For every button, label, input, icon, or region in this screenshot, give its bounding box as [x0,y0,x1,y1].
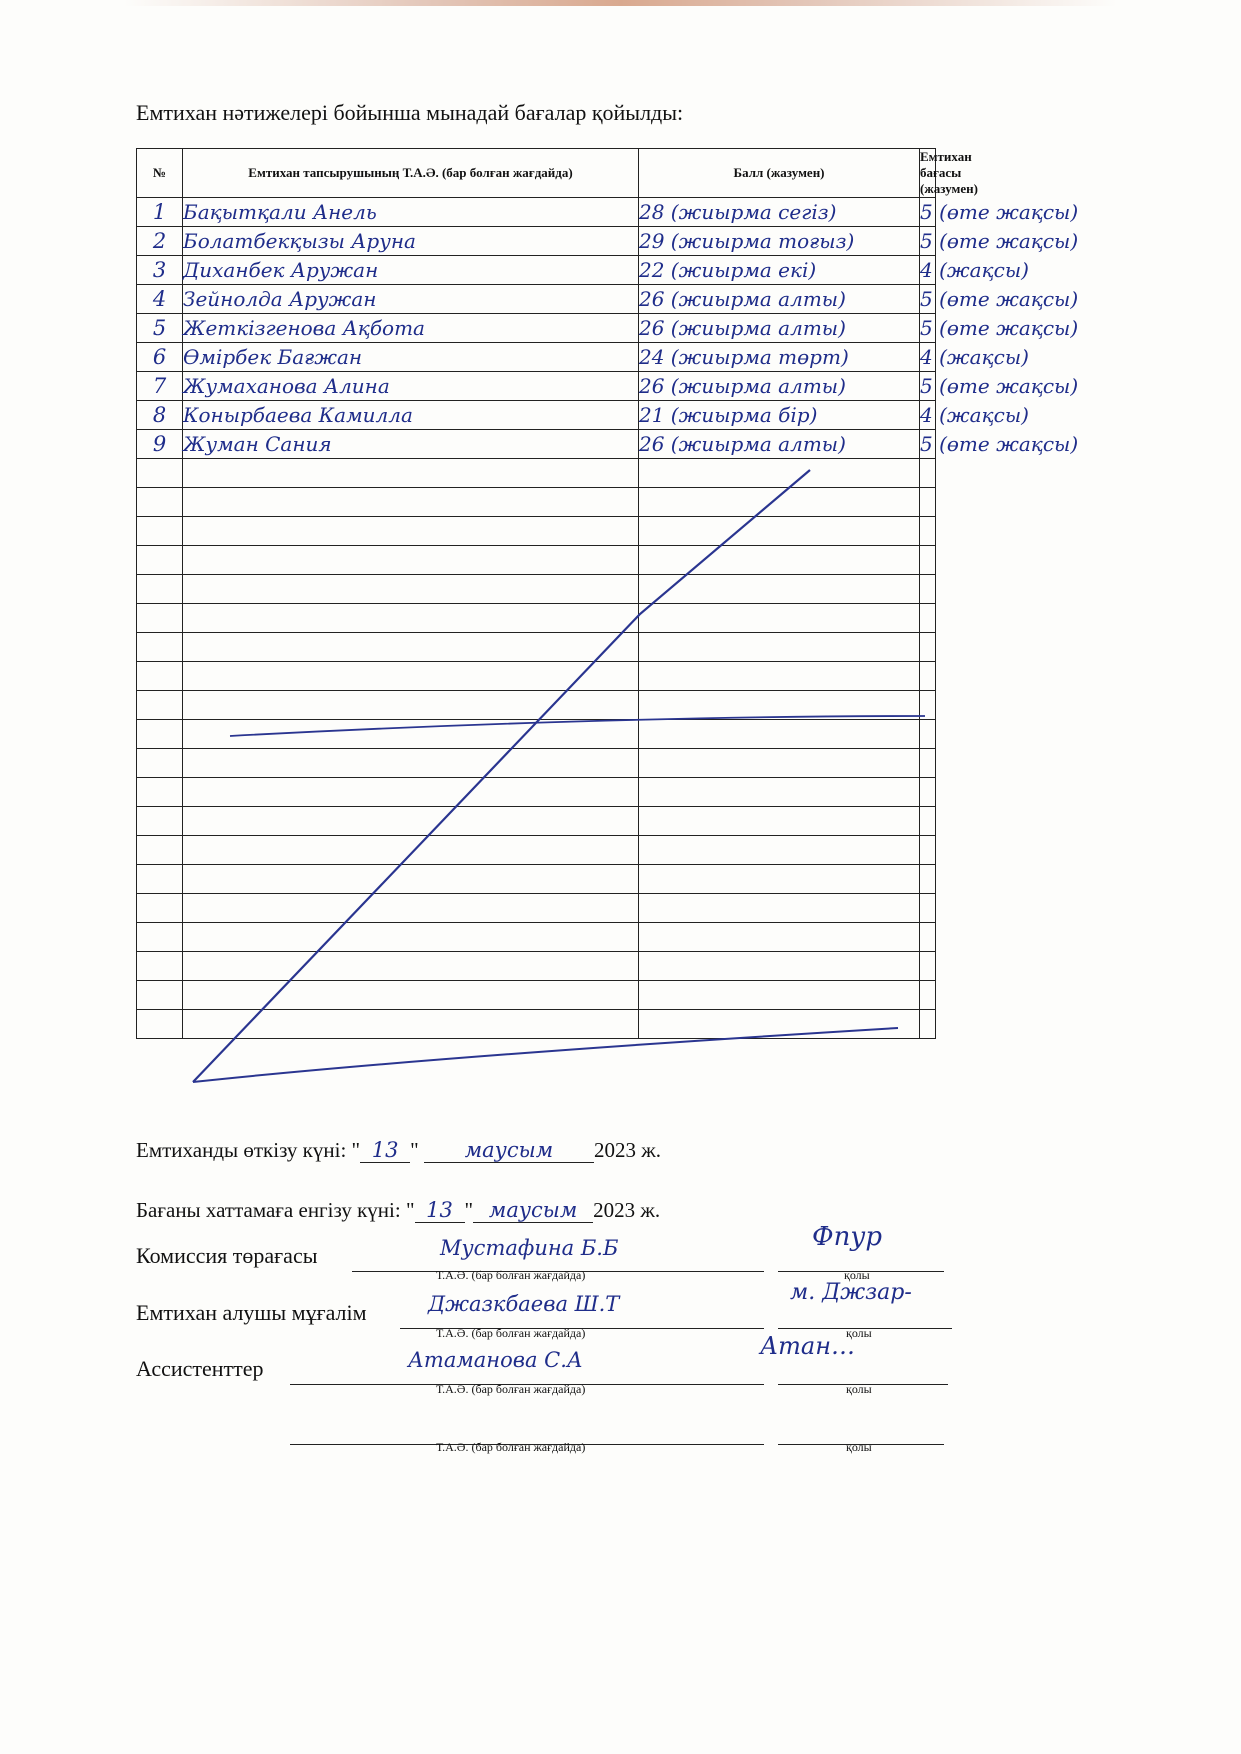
empty-cell [639,981,920,1010]
empty-cell [920,894,936,923]
grade-in-words: 4 (жақсы) [920,343,936,372]
empty-cell [639,923,920,952]
empty-cell [639,546,920,575]
student-name: Өмірбек Бағжан [183,343,639,372]
score-in-words: 21 (жиырма бір) [639,401,920,430]
empty-table-row [137,575,936,604]
grade-in-words: 4 (жақсы) [920,256,936,285]
empty-table-row [137,894,936,923]
empty-cell [137,720,183,749]
table-row [137,343,936,372]
empty-cell [183,575,639,604]
empty-cell [920,749,936,778]
row-number: 9 [137,430,183,459]
row-number: 3 [137,256,183,285]
score-in-words: 22 (жиырма екі) [639,256,920,285]
empty-cell [183,488,639,517]
empty-cell [183,662,639,691]
protocol-date-line [136,1198,660,1223]
extra-name-caption: Т.А.Ә. (бар болған жағдайда) [436,1440,586,1454]
chair-name: Мустафина Б.Б [440,1236,619,1260]
table-row [137,401,936,430]
grade-in-words: 4 (жақсы) [920,401,936,430]
teacher-sign-field [778,1302,952,1329]
empty-table-row [137,981,936,1010]
empty-cell [639,517,920,546]
empty-cell [137,633,183,662]
row-number: 4 [137,285,183,314]
empty-cell [639,778,920,807]
empty-table-row [137,749,936,778]
empty-cell [920,517,936,546]
empty-cell [920,662,936,691]
empty-cell [183,923,639,952]
empty-cell [920,778,936,807]
empty-cell [137,459,183,488]
empty-cell [639,604,920,633]
empty-cell [639,836,920,865]
score-in-words: 26 (жиырма алты) [639,372,920,401]
empty-cell [920,952,936,981]
empty-cell [137,807,183,836]
empty-cell [183,807,639,836]
exam-date-line [136,1138,661,1163]
empty-cell [183,720,639,749]
empty-cell [137,981,183,1010]
empty-table-row [137,923,936,952]
empty-cell [183,633,639,662]
student-name: Жумаханова Алина [183,372,639,401]
empty-cell [920,865,936,894]
empty-cell [920,1010,936,1039]
teacher-name: Джазкбаева Ш.Т [428,1292,620,1316]
score-in-words: 24 (жиырма төрт) [639,343,920,372]
empty-cell [137,749,183,778]
header-grade: Емтихан бағасы (жазумен) [920,149,978,196]
student-name: Болатбекқызы Аруна [183,227,639,256]
empty-cell [639,720,920,749]
row-number: 1 [137,198,183,227]
empty-cell [183,546,639,575]
score-in-words: 28 (жиырма сегіз) [639,198,920,227]
page-heading: Емтихан нәтижелері бойынша мынадай бағалар қойылды: [136,100,684,125]
score-in-words: 26 (жиырма алты) [639,314,920,343]
assistants-role: Ассистенттер [136,1356,264,1381]
header-name: Емтихан тапсырушының Т.А.Ә. (бар болған жағдайда) [183,149,639,198]
student-name: Жеткізгенова Ақбота [183,314,639,343]
empty-table-row [137,952,936,981]
exam-date-quote: " [410,1138,419,1162]
empty-cell [639,952,920,981]
empty-cell [137,836,183,865]
empty-table-row [137,691,936,720]
empty-cell [137,575,183,604]
empty-cell [920,546,936,575]
chair-signature: Фпур [812,1222,883,1252]
empty-cell [137,604,183,633]
empty-cell [183,1010,639,1039]
assistants-sign-caption: қолы [846,1382,872,1396]
empty-cell [183,604,639,633]
protocol-date-year: 2023 ж. [593,1198,661,1222]
results-table [136,148,1079,1039]
empty-cell [639,749,920,778]
empty-table-row [137,633,936,662]
empty-cell [137,662,183,691]
row-number: 2 [137,227,183,256]
empty-table-row [137,836,936,865]
top-edge-stain [0,0,1241,6]
teacher-name-caption: Т.А.Ә. (бар болған жағдайда) [436,1326,586,1340]
empty-cell [183,865,639,894]
empty-cell [920,604,936,633]
empty-cell [183,952,639,981]
score-in-words: 29 (жиырма тоғыз) [639,227,920,256]
empty-cell [639,1010,920,1039]
table-header-row [137,149,936,198]
empty-cell [639,662,920,691]
empty-cell [183,836,639,865]
empty-cell [639,691,920,720]
header-number: № [137,149,183,198]
empty-cell [920,575,936,604]
empty-cell [137,923,183,952]
empty-cell [183,459,639,488]
table-row [137,198,936,227]
table-row [137,372,936,401]
empty-cell [920,459,936,488]
extra-sign-caption: қолы [846,1440,872,1454]
student-name: Диханбек Аружан [183,256,639,285]
student-name: Зейнолда Аружан [183,285,639,314]
empty-cell [639,633,920,662]
empty-cell [183,691,639,720]
empty-cell [920,807,936,836]
chair-sign-caption: қолы [844,1268,870,1282]
row-number: 8 [137,401,183,430]
empty-cell [137,865,183,894]
empty-table-row [137,720,936,749]
grade-in-words: 5 (өте жақсы) [920,227,936,256]
empty-table-row [137,865,936,894]
empty-cell [183,981,639,1010]
score-in-words: 26 (жиырма алты) [639,430,920,459]
assistants-name-caption: Т.А.Ә. (бар болған жағдайда) [436,1382,586,1396]
empty-table-row [137,662,936,691]
exam-date-day: 13 [360,1138,410,1163]
empty-cell [639,459,920,488]
empty-cell [137,517,183,546]
empty-cell [183,749,639,778]
grade-in-words: 5 (өте жақсы) [920,430,936,459]
empty-cell [639,894,920,923]
empty-cell [137,952,183,981]
empty-cell [920,923,936,952]
empty-cell [137,691,183,720]
empty-cell [183,894,639,923]
chair-role: Комиссия төрағасы [136,1243,318,1268]
empty-cell [920,633,936,662]
row-number: 6 [137,343,183,372]
empty-cell [137,546,183,575]
empty-cell [137,1010,183,1039]
teacher-role: Емтихан алушы мұғалім [136,1300,367,1325]
assistants-name: Атаманова С.А [408,1348,583,1372]
grade-in-words: 5 (өте жақсы) [920,285,936,314]
table-row [137,227,936,256]
empty-table-row [137,459,936,488]
exam-date-year: 2023 ж. [593,1138,661,1162]
protocol-date-quote: " [464,1198,474,1222]
empty-cell [639,488,920,517]
empty-table-row [137,807,936,836]
chair-name-caption: Т.А.Ә. (бар болған жағдайда) [436,1268,586,1282]
teacher-sign-caption: қолы [846,1326,872,1340]
empty-table-row [137,517,936,546]
table-row [137,314,936,343]
grade-in-words: 5 (өте жақсы) [920,372,936,401]
student-name: Конырбаева Камилла [183,401,639,430]
exam-date-label: Емтиханды өткізу күні: " [136,1138,361,1162]
empty-table-row [137,1010,936,1039]
student-name: Жуман Сания [183,430,639,459]
teacher-signature: м. Джзар- [790,1280,912,1305]
table-row [137,430,936,459]
empty-table-row [137,488,936,517]
grade-in-words: 5 (өте жақсы) [920,314,936,343]
empty-table-row [137,604,936,633]
row-number: 7 [137,372,183,401]
empty-cell [137,778,183,807]
empty-cell [183,517,639,546]
table-row [137,256,936,285]
protocol-date-label: Бағаны хаттамаға енгізу күні: " [136,1198,415,1222]
empty-cell [920,720,936,749]
empty-cell [639,807,920,836]
empty-table-row [137,778,936,807]
assistants-sign-field [778,1358,948,1385]
empty-table-row [137,546,936,575]
empty-cell [920,836,936,865]
empty-cell [639,865,920,894]
exam-date-month: маусым [424,1138,594,1163]
row-number: 5 [137,314,183,343]
student-name: Бақытқали Анель [183,198,639,227]
empty-cell [137,894,183,923]
empty-cell [183,778,639,807]
table-row [137,285,936,314]
grade-in-words: 5 (өте жақсы) [920,198,936,227]
assistants-signature: Атан… [760,1332,856,1360]
empty-cell [920,488,936,517]
empty-cell [137,488,183,517]
empty-cell [920,981,936,1010]
protocol-date-month: маусым [473,1198,593,1223]
empty-cell [920,691,936,720]
protocol-date-day: 13 [415,1198,465,1223]
header-score: Балл (жазумен) [639,149,920,198]
score-in-words: 26 (жиырма алты) [639,285,920,314]
empty-cell [639,575,920,604]
